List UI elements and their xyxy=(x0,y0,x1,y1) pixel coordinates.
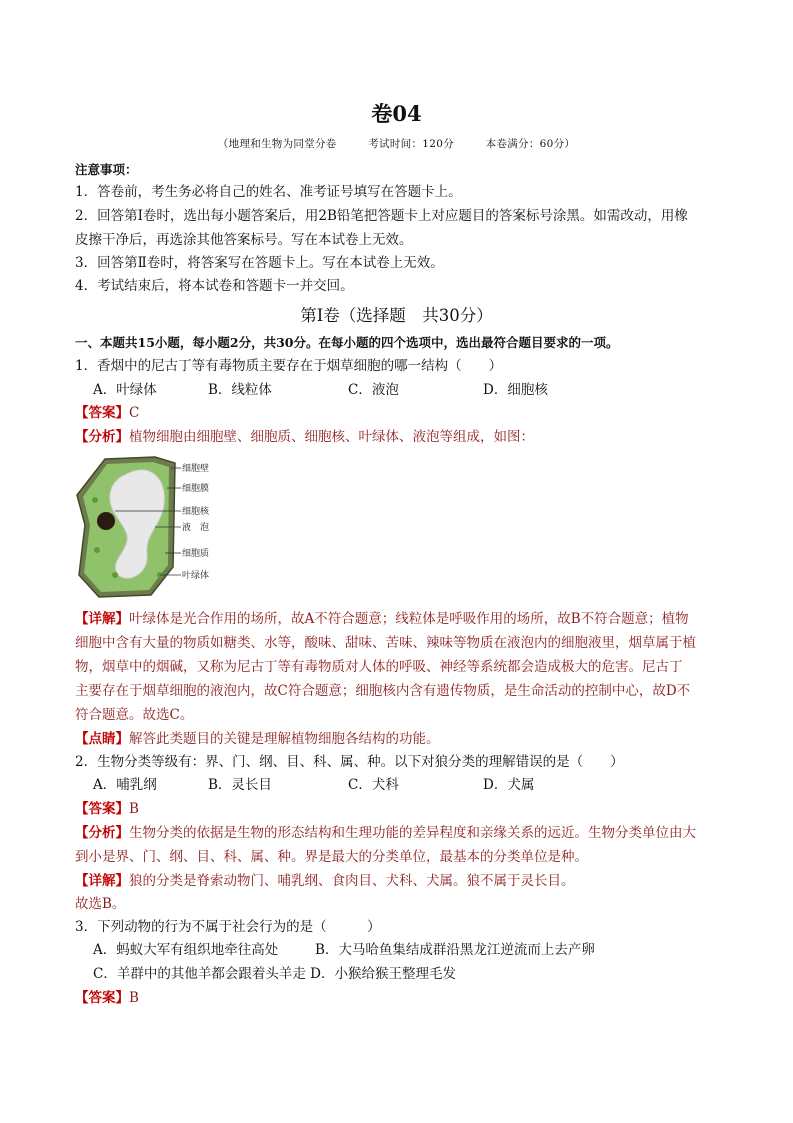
q1-option-c: C．液泡 xyxy=(348,382,399,398)
q2-option-a: A．哺乳纲 xyxy=(93,777,157,793)
label-cell-membrane: 细胞膜 xyxy=(182,484,210,494)
q1-analysis-text: 植物细胞由细胞壁、细胞质、细胞核、叶绿体、液泡等组成，如图： xyxy=(129,429,534,445)
label-chloroplast: 叶绿体 xyxy=(182,571,210,581)
q2-answer-value: B xyxy=(129,801,139,817)
q1-option-a: A．叶绿体 xyxy=(93,382,157,398)
subtitle-time: 考试时间：120分 xyxy=(368,138,454,150)
q1-detail-line-4: 主要存在于烟草细胞的液泡内，故C符合题意；细胞核内含有遗传物质，是生命活动的控制中心，故D不 xyxy=(75,683,691,699)
q1-analysis xyxy=(75,427,534,447)
q1-point-tag: 【点睛】 xyxy=(75,731,129,747)
q2-detail-text: 狼的分类是脊索动物门、哺乳纲、食肉目、犬科、犬属。狼不属于灵长目。 xyxy=(129,873,575,889)
label-cell-wall: 细胞壁 xyxy=(182,464,210,474)
q2-detail xyxy=(75,871,575,891)
q2-analysis-text-1: 生物分类的依据是生物的形态结构和生理功能的差异程度和亲缘关系的远近。生物分类单位由大 xyxy=(129,825,696,841)
q1-answer-value: C xyxy=(129,405,140,421)
q2-stem: 2．生物分类等级有：界、门、纲、目、科、属、种。以下对狼分类的理解错误的是（ ） xyxy=(75,754,624,770)
subtitle-subject-note: （地理和生物为同堂分卷 xyxy=(217,138,337,150)
section-title: 第Ⅰ卷（选择题 共30分） xyxy=(300,306,493,325)
q3-option-c: C．羊群中的其他羊都会跟着头羊走 xyxy=(93,966,306,982)
chloroplast-dot xyxy=(94,547,100,553)
nucleus-shape xyxy=(97,512,115,530)
q2-options xyxy=(93,775,534,795)
q1-analysis-tag: 【分析】 xyxy=(75,429,129,445)
label-cytoplasm: 细胞质 xyxy=(182,549,210,559)
label-nucleus: 细胞核 xyxy=(182,507,210,517)
subtitle-score: 本卷满分：60分） xyxy=(485,138,576,150)
q1-stem: 1．香烟中的尼古丁等有毒物质主要存在于烟草细胞的哪一结构（ ） xyxy=(75,358,503,374)
chloroplast-dot xyxy=(112,572,118,578)
q2-analysis-tag: 【分析】 xyxy=(75,825,129,841)
exam-subtitle xyxy=(0,136,793,151)
q2-option-b: B．灵长目 xyxy=(208,777,272,793)
q1-point xyxy=(75,729,440,749)
label-vacuole: 液 泡 xyxy=(182,523,210,533)
q1-answer-tag: 【答案】 xyxy=(75,405,129,421)
note-item-4: 4．考试结束后，将本试卷和答题卡一并交回。 xyxy=(75,278,354,294)
section-instruction: 一、本题共15小题，每小题2分，共30分。在每小题的四个选项中，选出最符合题目要求的一项。 xyxy=(75,335,619,350)
q3-answer-value: B xyxy=(129,990,139,1006)
q3-answer-tag: 【答案】 xyxy=(75,990,129,1006)
plant-cell-diagram xyxy=(75,455,225,600)
q3-options-row-1 xyxy=(93,940,595,960)
note-item-3: 3．回答第Ⅱ卷时，将答案写在答题卡上。写在本试卷上无效。 xyxy=(75,255,444,271)
chloroplast-dot xyxy=(92,497,98,503)
exam-title: 卷04 xyxy=(371,101,422,126)
q3-stem: 3．下列动物的行为不属于社会行为的是（ ） xyxy=(75,919,381,935)
q1-detail-text-1: 叶绿体是光合作用的场所，故A不符合题意；线粒体是呼吸作用的场所，故B不符合题意；植物 xyxy=(129,611,689,627)
q1-options xyxy=(93,380,548,400)
notes-heading: 注意事项： xyxy=(75,162,138,177)
q3-answer xyxy=(75,988,139,1008)
q1-answer xyxy=(75,403,139,423)
q3-option-d: D．小猴给猴王整理毛发 xyxy=(310,966,456,982)
q1-detail-line-1 xyxy=(75,609,689,629)
q1-option-b: B．线粒体 xyxy=(208,382,272,398)
q2-analysis-line-1 xyxy=(75,823,696,843)
note-item-2: 2．回答第Ⅰ卷时，选出每小题答案后，用2B铅笔把答题卡上对应题目的答案标号涂黑。如需改动，用橡 xyxy=(75,208,688,224)
q3-option-a: A．蚂蚁大军有组织地牵往高处 xyxy=(93,942,279,958)
q3-option-b: B．大马哈鱼集结成群沿黑龙江逆流而上去产卵 xyxy=(315,942,595,958)
q1-option-d: D．细胞核 xyxy=(483,382,548,398)
q2-option-d: D．犬属 xyxy=(483,777,535,793)
q1-detail-line-5: 符合题意。故选C。 xyxy=(75,707,194,723)
q2-option-c: C．犬科 xyxy=(348,777,399,793)
q2-answer xyxy=(75,799,139,819)
q2-conclusion: 故选B。 xyxy=(75,896,126,912)
q1-point-text: 解答此类题目的关键是理解植物细胞各结构的功能。 xyxy=(129,731,440,747)
q3-options-row-2 xyxy=(93,964,456,984)
q2-detail-tag: 【详解】 xyxy=(75,873,129,889)
q1-detail-tag: 【详解】 xyxy=(75,611,129,627)
q1-detail-line-3: 物，烟草中的烟碱，又称为尼古丁等有毒物质对人体的呼吸、神经等系统都会造成极大的危害。尼古丁 xyxy=(75,659,683,675)
note-item-2-cont: 皮擦干净后，再选涂其他答案标号。写在本试卷上无效。 xyxy=(75,232,413,248)
note-item-1: 1．答卷前，考生务必将自己的姓名、准考证号填写在答题卡上。 xyxy=(75,184,462,200)
q1-detail-line-2: 细胞中含有大量的物质如糖类、水等，酸味、甜味、苦味、辣味等物质在液泡内的细胞液里，烟草属于植 xyxy=(75,635,696,651)
q2-answer-tag: 【答案】 xyxy=(75,801,129,817)
q2-analysis-line-2: 到小是界、门、纲、目、科、属、种。界是最大的分类单位，最基本的分类单位是种。 xyxy=(75,849,588,865)
